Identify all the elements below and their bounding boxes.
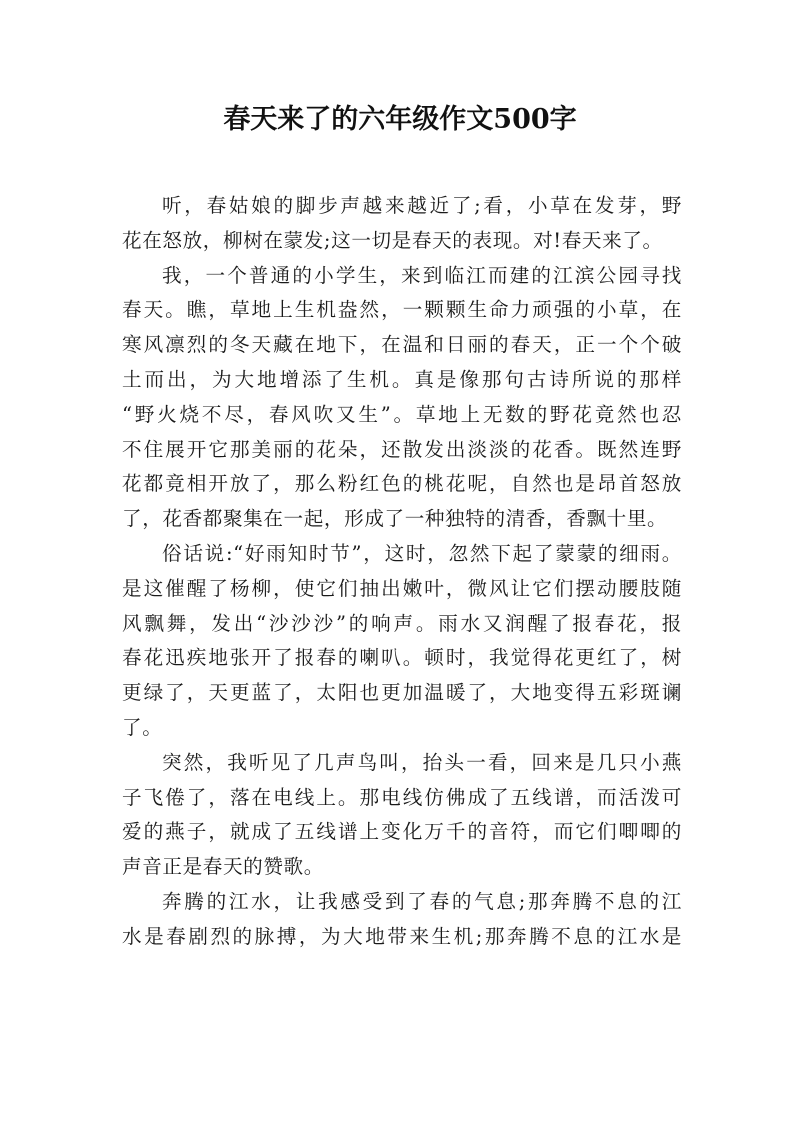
document-title: 春天来了的六年级作文500字 bbox=[223, 104, 577, 135]
paragraph-1 bbox=[122, 189, 682, 259]
text-line: 寒风凛烈的冬天藏在地下，在温和日丽的春天，正一个个破 bbox=[122, 333, 682, 357]
text-line: 子飞倦了，落在电线上。那电线仿佛成了五线谱，而活泼可 bbox=[122, 785, 682, 809]
text-line: 春天。瞧，草地上生机盎然，一颗颗生命力顽强的小草，在 bbox=[122, 298, 682, 322]
text-line: 风飘舞，发出“沙沙沙”的响声。雨水又润醒了报春花，报 bbox=[122, 611, 682, 635]
text-line: 听，春姑娘的脚步声越来越近了;看，小草在发芽，野 bbox=[162, 194, 682, 217]
text-line: 俗话说:“好雨知时节”，这时，忽然下起了蒙蒙的细雨。 bbox=[162, 541, 682, 565]
text-line: 不住展开它那美丽的花朵，还散发出淡淡的花香。既然连野 bbox=[122, 437, 682, 461]
text-line: “野火烧不尽，春风吹又生”。草地上无数的野花竟然也忍 bbox=[122, 402, 682, 426]
paragraph-3 bbox=[122, 537, 682, 746]
text-line: 水是春剧烈的脉搏，为大地带来生机;那奔腾不息的江水是 bbox=[122, 924, 682, 948]
text-line: 土而出，为大地增添了生机。真是像那句古诗所说的那样 bbox=[122, 367, 682, 391]
text-line: 了。 bbox=[122, 715, 163, 739]
text-line: 春花迅疾地张开了报春的喇叭。顿时，我觉得花更红了，树 bbox=[122, 646, 682, 670]
text-line: 花都竟相开放了，那么粉红色的桃花呢，自然也是昂首怒放 bbox=[122, 472, 682, 496]
text-line: 声音正是春天的赞歌。 bbox=[122, 855, 324, 879]
text-line: 突然，我听见了几声鸟叫，抬头一看，回来是几只小燕 bbox=[162, 750, 682, 774]
text-line: 是这催醒了杨柳，使它们抽出嫩叶，微风让它们摆动腰肢随 bbox=[122, 576, 682, 600]
paragraph-2 bbox=[122, 259, 682, 537]
text-line: 了，花香都聚集在一起，形成了一种独特的清香，香飘十里。 bbox=[122, 507, 668, 531]
paragraph-5 bbox=[122, 885, 682, 955]
text-line: 爱的燕子，就成了五线谱上变化万千的音符，而它们唧唧的 bbox=[122, 820, 682, 844]
text-line: 更绿了，天更蓝了，太阳也更加温暖了，大地变得五彩斑谰 bbox=[122, 681, 682, 705]
text-line: 花在怒放，柳树在蒙发;这一切是春天的表现。对!春天来了。 bbox=[122, 228, 663, 252]
document-body bbox=[122, 189, 682, 955]
paragraph-4 bbox=[122, 746, 682, 885]
text-line: 奔腾的江水，让我感受到了春的气息;那奔腾不息的江 bbox=[162, 889, 682, 913]
text-line: 我，一个普通的小学生，来到临江而建的江滨公园寻找 bbox=[162, 263, 682, 287]
